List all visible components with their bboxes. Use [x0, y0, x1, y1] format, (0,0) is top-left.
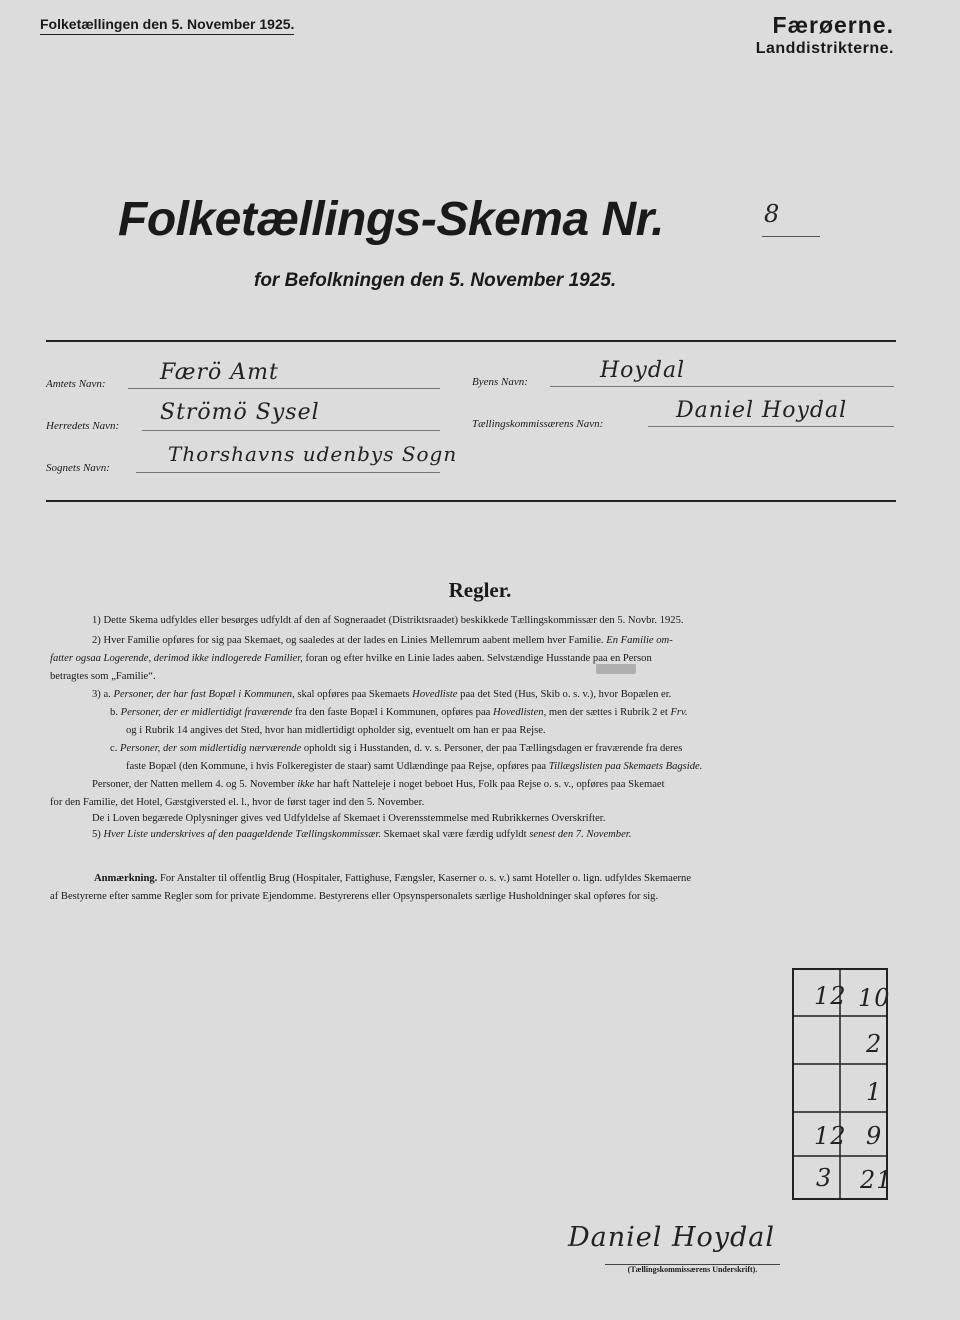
rules-heading: Regler. [448, 578, 512, 602]
rule-3b-cont: og i Rubrik 14 angives det Sted, hvor han midlertidigt opholder sig, eventuelt om han er paa Rejse. [126, 725, 546, 736]
tally-r2c2: 2 [866, 1030, 883, 1058]
note-line2: af Bestyrerne efter samme Regler som for private Ejendomme. Bestyrerens eller Opsynspersonalets særlige Husholdninger skal opføres for sig. [50, 891, 659, 902]
rule-3b: b. Personer, der er midlertidigt fraværende fra den faste Bopæl i Kommunen, opføres paa Hovedlisten, men der sættes i Rubrik 2 et Frv. [110, 707, 688, 718]
tally-box [792, 968, 893, 1200]
top-divider [46, 340, 896, 342]
rule-4-cont: for den Familie, det Hotel, Gæstgiversted el. l., hvor de først tager ind den 5. November. [50, 797, 425, 808]
by-line [550, 386, 894, 387]
rule-6: 5) Hver Liste underskrives af den paagældende Tællingskommissær. Skemaet skal være færdig udfyldt senest den 7. November. [92, 829, 632, 840]
census-date-header: Folketællingen den 5. November 1925. [40, 16, 294, 35]
commissioner-signature: Daniel Hoydal [568, 1222, 776, 1253]
form-title: Folketællings-Skema Nr. [118, 193, 665, 246]
note-label: Anmærkning. [94, 873, 158, 884]
sogn-value: Thorshavns udenbys Sogn [168, 442, 458, 466]
signature-caption: (Tællingskommissærens Underskrift). [627, 1265, 758, 1274]
amt-label: Amtets Navn: [46, 378, 106, 390]
kommissaer-value: Daniel Hoydal [676, 398, 848, 423]
rule-3c-cont: faste Bopæl (den Kommune, i hvis Folkeregister de staar) samt Udlændinge paa Rejse, opføres paa Tillægslisten paa Skemaets Bagside. [126, 761, 703, 772]
sogn-label: Sognets Navn: [46, 462, 110, 474]
rule-3a: 3) a. Personer, der har fast Bopæl i Kommunen, skal opføres paa Skemaets Hovedliste paa det Sted (Hus, Skib o. s. v.), hvor Bopælen er. [92, 689, 672, 700]
herred-value: Strömö Sysel [160, 400, 320, 425]
bottom-divider [46, 500, 896, 502]
tally-r1c1: 12 [814, 982, 847, 1010]
by-label: Byens Navn: [472, 376, 528, 388]
tally-r5c1: 3 [816, 1164, 833, 1192]
rule-5: De i Loven begærede Oplysninger gives ved Udfyldelse af Skemaet i Overensstemmelse med Rubrikkernes Overskrifter. [92, 813, 606, 824]
kommissaer-label: Tællingskommissærens Navn: [472, 418, 604, 430]
rule-2-line1: 2) Hver Familie opføres for sig paa Skemaet, og saaledes at der lades en Linies Mellemrum aabent mellem hver Familie. En Familie om- [92, 635, 673, 646]
herred-label: Herredets Navn: [46, 420, 120, 432]
rule-1: 1) Dette Skema udfyldes eller besørges udfyldt af den af Sogneraadet (Distriktsraadet) beskikkede Tællingskommissær den 5. Novbr. 1925. [92, 615, 684, 626]
tally-r4c1: 12 [814, 1122, 847, 1150]
tally-r3c2: 1 [866, 1078, 883, 1106]
tally-r4c2: 9 [866, 1122, 883, 1150]
district-type: Landdistrikterne. [755, 40, 894, 57]
rule-4: Personer, der Natten mellem 4. og 5. November ikke har haft Natteleje i noget beboet Hus, Folk paa Rejse o. s. v., opføres paa Skemaet [92, 779, 665, 790]
region-header [756, 12, 894, 58]
rule-3c: c. Personer, der som midlertidig nærværende opholdt sig i Husstanden, d. v. s. Personer, der paa Tællingsdagen er fraværende fra deres [110, 743, 683, 754]
region-name: Færøerne. [772, 12, 894, 38]
form-number: 8 [764, 200, 781, 228]
tally-r1c2: 10 [858, 984, 891, 1012]
tally-r5c2: 21 [860, 1166, 893, 1194]
herred-line [142, 430, 440, 431]
amt-value: Færö Amt [160, 360, 279, 385]
rule-2-line2: fatter ogsaa Logerende, derimod ikke indlogerede Familier, foran og efter hvilke en Linie lades aaben. Selvstændige Husstande paa en Person [50, 653, 652, 664]
sogn-line [136, 472, 440, 473]
rule-2-line3: betragtes som „Familie“. [50, 671, 156, 682]
amt-line [128, 388, 440, 389]
by-value: Hoydal [600, 358, 686, 383]
note-line1: Anmærkning. For Anstalter til offentlig Brug (Hospitaler, Fattighuse, Fængsler, Kaserner o. s. v.) samt Hoteller o. lign. udfyldes Skemaerne [94, 873, 692, 884]
form-subtitle: for Befolkningen den 5. November 1925. [254, 270, 617, 291]
form-number-line [762, 236, 820, 237]
ink-smudge [596, 664, 636, 674]
kommissaer-line [648, 426, 894, 427]
